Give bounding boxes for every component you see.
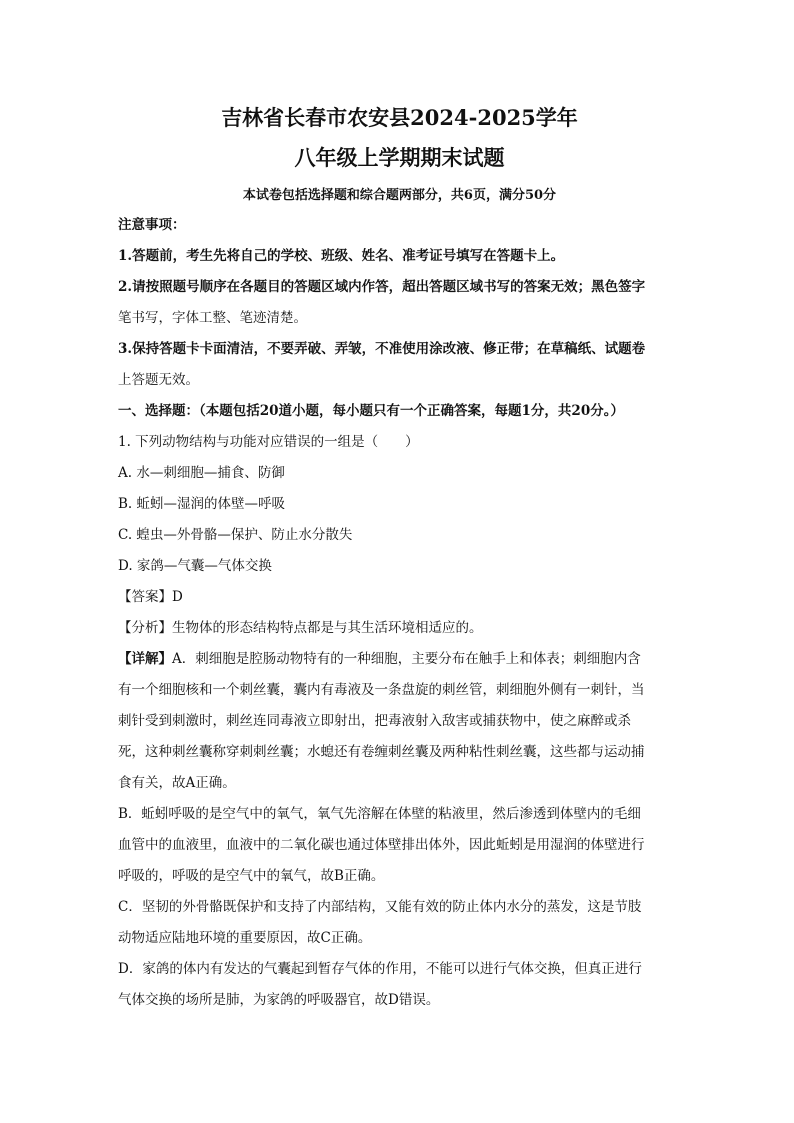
exam-title-line2: 八年级上学期期末试题 xyxy=(294,145,505,170)
question-1-option-a: A. 水—刺细胞—捕食、防御 xyxy=(118,465,285,481)
exam-subtitle: 本试卷包括选择题和综合题两部分，共6页，满分50分 xyxy=(242,188,557,203)
detail-a-line-3: 刺针受到刺激时，刺丝连同毒液立即射出，把毒液射入敌害或捕获物中，使之麻醉或杀 xyxy=(118,713,631,729)
detail-a-line-5: 食有关，故A正确。 xyxy=(118,775,236,791)
notice-item-2-line2: 笔书写，字体工整、笔迹清楚。 xyxy=(118,310,307,326)
notice-item-2-line1: 2.请按照题号顺序在各题目的答题区域内作答，超出答题区域书写的答案无效；黑色签字 xyxy=(118,279,646,295)
detail-c-line-1: C．坚韧的外骨骼既保护和支持了内部结构，又能有效的防止体内水分的蒸发，这是节肢 xyxy=(118,899,642,915)
analysis-row xyxy=(118,613,681,644)
question-1-option-d: D. 家鸽—气囊—气体交换 xyxy=(118,558,272,574)
section-heading-choice: 一、选择题：（本题包括20道小题，每小题只有一个正确答案，每题1分，共20分。） xyxy=(118,403,624,419)
question-1-stem: 1. 下列动物结构与功能对应错误的一组是（ ） xyxy=(118,434,419,450)
detail-label: 【详解】 xyxy=(118,651,172,667)
answer-value: D xyxy=(172,589,183,605)
exam-title-line1: 吉林省长春市农安县2024-2025学年 xyxy=(221,105,578,130)
notice-item-1: 1.答题前，考生先将自己的学校、班级、姓名、准考证号填写在答题卡上。 xyxy=(118,248,565,264)
detail-b-line-1: B．蚯蚓呼吸的是空气中的氧气，氧气先溶解在体壁的粘液里，然后渗透到体壁内的毛细 xyxy=(118,806,641,822)
answer-label: 【答案】 xyxy=(118,589,172,605)
analysis-label: 【分析】 xyxy=(118,620,172,636)
notice-item-3-line2: 上答题无效。 xyxy=(118,372,199,388)
analysis-text: 生物体的形态结构特点都是与其生活环境相适应的。 xyxy=(172,620,483,636)
answer-row xyxy=(118,582,681,613)
question-1-option-c: C. 蝗虫—外骨骼—保护、防止水分散失 xyxy=(118,527,353,543)
detail-d-line-1: D．家鸽的体内有发达的气囊起到暂存气体的作用，不能可以进行气体交换，但真正进行 xyxy=(118,961,642,977)
notice-heading: 注意事项： xyxy=(118,217,186,233)
detail-a-line-4: 死，这种刺丝囊称穿刺刺丝囊；水螅还有卷缠刺丝囊及两种粘性刺丝囊，这些都与运动捕 xyxy=(118,744,645,760)
question-1-option-b: B. 蚯蚓—湿润的体壁—呼吸 xyxy=(118,496,286,512)
notice-item-3-line1: 3.保持答题卡卡面清洁，不要弄破、弄皱，不准使用涂改液、修正带；在草稿纸、试题卷 xyxy=(118,341,646,357)
detail-a-line-1 xyxy=(118,644,681,675)
detail-c-line-2: 动物适应陆地环境的重要原因，故C正确。 xyxy=(118,930,372,946)
detail-d-line-2: 气体交换的场所是肺，为家鸽的呼吸器官，故D错误。 xyxy=(118,992,440,1008)
detail-a-line-2: 有一个细胞核和一个刺丝囊，囊内有毒液及一条盘旋的刺丝管，刺细胞外侧有一刺针，当 xyxy=(118,682,645,698)
detail-b-line-2: 血管中的血液里，血液中的二氧化碳也通过体壁排出体外，因此蚯蚓是用湿润的体壁进行 xyxy=(118,837,645,853)
detail-b-line-3: 呼吸的，呼吸的是空气中的氧气，故B正确。 xyxy=(118,868,385,884)
detail-a-text-1: A．刺细胞是腔肠动物特有的一种细胞，主要分布在触手上和体表；刺细胞内含 xyxy=(172,651,641,667)
